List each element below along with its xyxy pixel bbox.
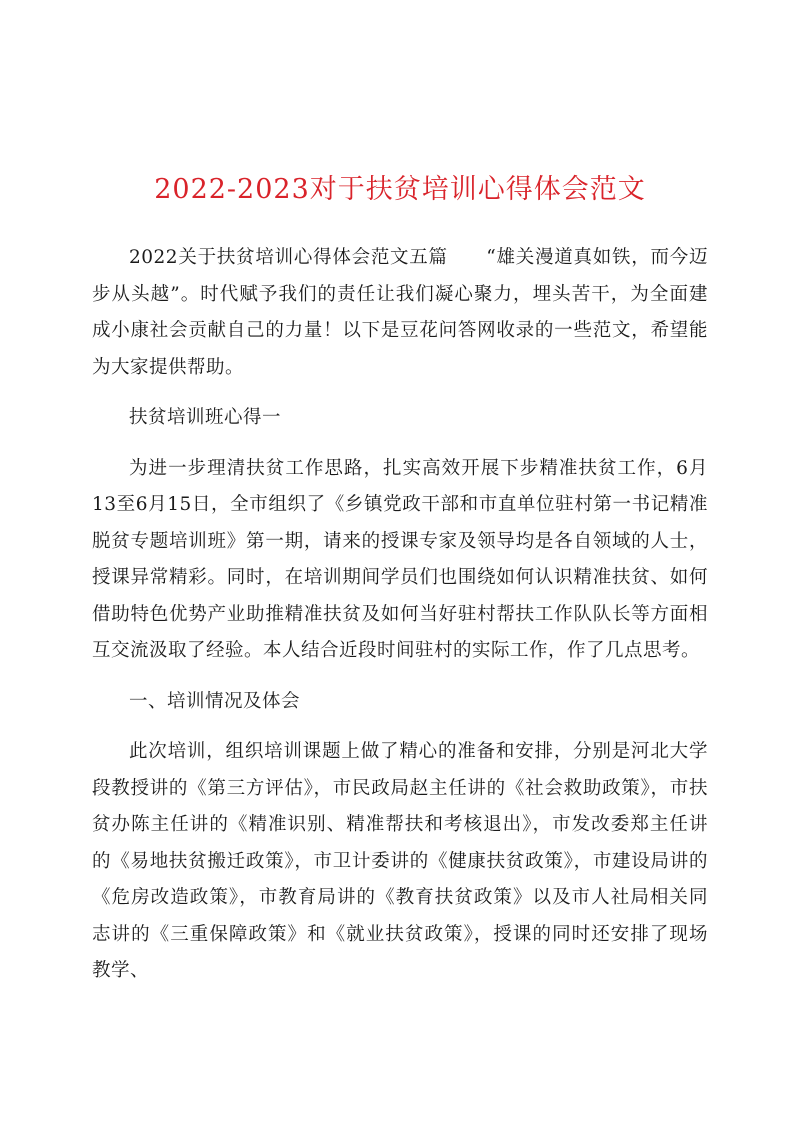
paragraph-training-content: 此次培训，组织培训课题上做了精心的准备和安排，分别是河北大学段教授讲的《第三方评估》，市民政局赵主任讲的《社会救助政策》，市扶贫办陈主任讲的《精准识别、精准帮扶和考核退出》，市发改委郑主任讲的《易地扶贫搬迁政策》，市卫计委讲的《健康扶贫政策》，市建设局讲的《危房改造政策》，市教育局讲的《教育扶贫政策》以及市人社局相关同志讲的《三重保障政策》和《就业扶贫政策》，授课的同时还安排了现场教学、: [92, 741, 708, 981]
section-heading-1: 扶贫培训班心得一: [129, 407, 282, 428]
document-title: 2022-2023对于扶贫培训心得体会范文: [154, 174, 646, 205]
paragraph-intro: 2022关于扶贫培训心得体会范文五篇 “雄关漫道真如铁，而今迈步从头越”。时代赋予我们的责任让我们凝心聚力，埋头苦干，为全面建成小康社会贡献自己的力量！以下是豆花问答网收录的一些范文，希望能为大家提供帮助。: [92, 247, 708, 378]
document-body: [92, 240, 708, 990]
section-heading-2: 一、培训情况及体会: [129, 690, 301, 712]
paragraph-background: 为进一步理清扶贫工作思路，扎实高效开展下步精准扶贫工作，6月13至6月15日，全市组织了《乡镇党政干部和市直单位驻村第一书记精准脱贫专题培训班》第一期，请来的授课专家及领导均是各自领域的人士，授课异常精彩。同时，在培训期间学员们也围绕如何认识精准扶贫、如何借助特色优势产业助推精准扶贫及如何当好驻村帮扶工作队队长等方面相互交流汲取了经验。本人结合近段时间驻村的实际工作，作了几点思考。: [92, 457, 708, 661]
